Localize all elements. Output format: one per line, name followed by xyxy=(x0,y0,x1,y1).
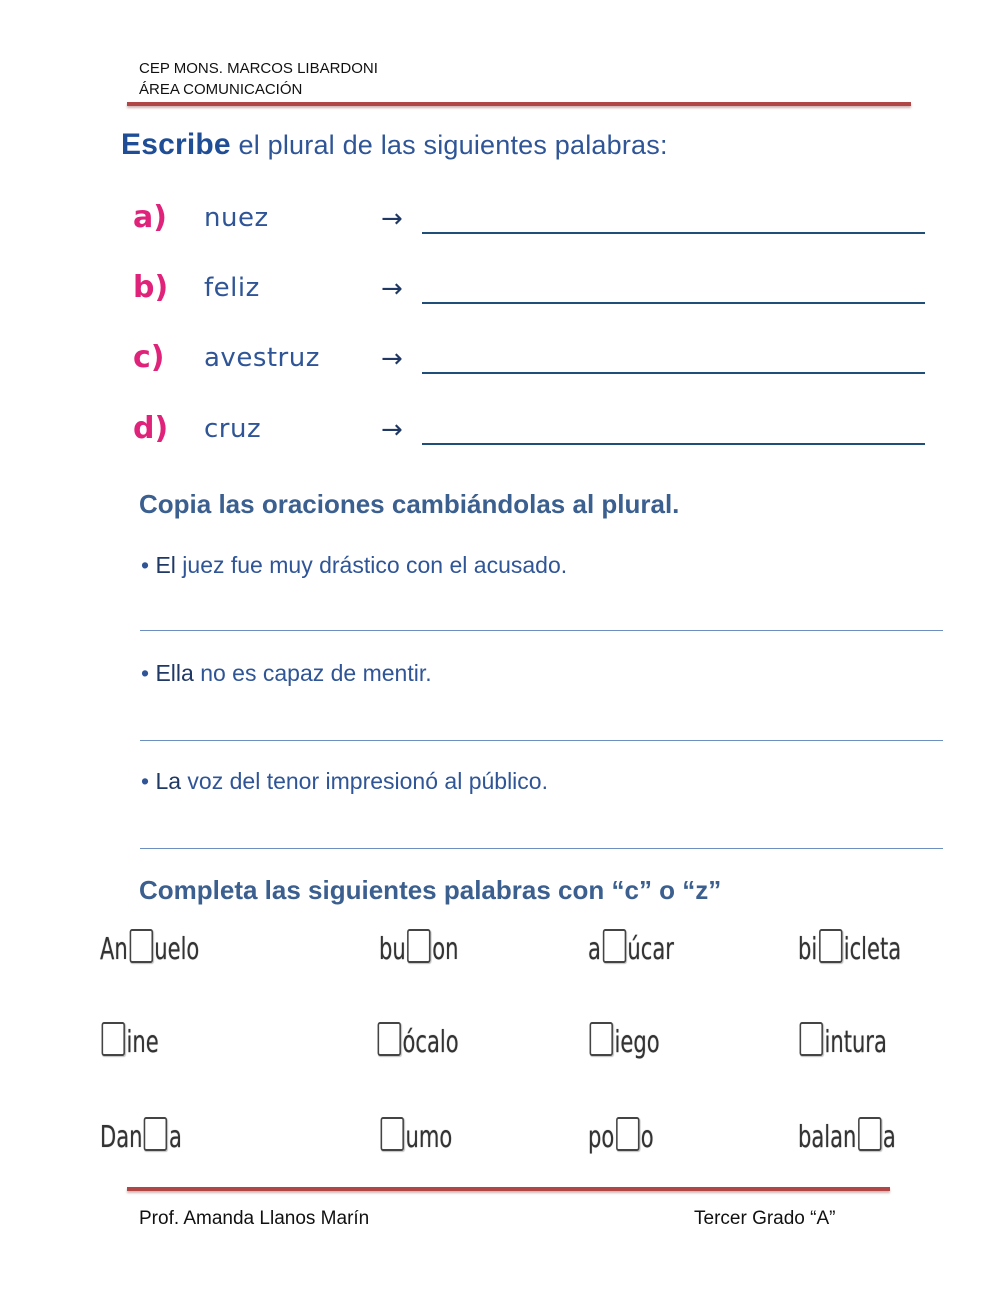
sentence-1 xyxy=(141,552,567,579)
sentence-start: La xyxy=(155,768,182,794)
arrow-icon: → xyxy=(381,274,403,304)
word-prefix: bu xyxy=(379,932,406,967)
word-fill-11 xyxy=(588,1117,654,1155)
word-suffix: úcar xyxy=(627,932,674,967)
sentence-rest: voz del tenor impresionó al público. xyxy=(181,768,548,794)
sentence-2 xyxy=(141,660,432,687)
plural-item-c xyxy=(0,340,1000,400)
word-fill-12 xyxy=(798,1117,896,1155)
word-suffix: on xyxy=(432,932,459,967)
item-letter: a) xyxy=(133,200,167,235)
section3-title: Completa las siguientes palabras con “c” o “z” xyxy=(139,875,722,905)
section1-title xyxy=(121,128,668,162)
word-fill-4 xyxy=(798,929,901,967)
item-word: nuez xyxy=(204,203,269,233)
word-fill-1 xyxy=(100,929,199,967)
word-suffix: ine xyxy=(126,1025,159,1060)
arrow-icon: → xyxy=(381,415,403,445)
word-suffix: o xyxy=(640,1120,654,1155)
letter-box[interactable] xyxy=(602,929,625,963)
word-fill-3 xyxy=(588,929,674,967)
word-suffix: a xyxy=(168,1120,182,1155)
plural-item-a xyxy=(0,200,1000,260)
copy-line-3[interactable] xyxy=(140,848,943,849)
word-fill-7 xyxy=(588,1022,660,1060)
footer-rule xyxy=(127,1187,890,1191)
section1-title-bold: Escribe xyxy=(121,128,231,161)
sentence-rest: no es capaz de mentir. xyxy=(193,660,432,686)
letter-box[interactable] xyxy=(102,1022,125,1056)
answer-line[interactable] xyxy=(422,443,925,445)
word-prefix: po xyxy=(588,1120,615,1155)
sentence-start: El xyxy=(155,552,176,578)
word-suffix: icleta xyxy=(843,932,902,967)
word-prefix: a xyxy=(588,932,601,967)
arrow-icon: → xyxy=(381,344,403,374)
copy-line-1[interactable] xyxy=(140,630,943,631)
bullet-icon: • xyxy=(141,552,150,578)
letter-box[interactable] xyxy=(129,929,152,963)
word-prefix: bi xyxy=(798,932,818,967)
word-suffix: a xyxy=(882,1120,896,1155)
answer-line[interactable] xyxy=(422,302,925,304)
copy-line-2[interactable] xyxy=(140,740,943,741)
letter-box[interactable] xyxy=(381,1117,404,1151)
word-fill-5 xyxy=(100,1022,159,1060)
school-name: CEP MONS. MARCOS LIBARDONI xyxy=(139,60,378,77)
area-name: ÁREA COMUNICACIÓN xyxy=(139,81,303,98)
word-fill-8 xyxy=(798,1022,887,1060)
header-rule xyxy=(127,102,911,106)
sentence-3 xyxy=(141,768,548,795)
word-prefix: balan xyxy=(798,1120,857,1155)
letter-box[interactable] xyxy=(858,1117,881,1151)
letter-box[interactable] xyxy=(590,1022,613,1056)
bullet-icon: • xyxy=(141,768,150,794)
answer-line[interactable] xyxy=(422,372,925,374)
letter-box[interactable] xyxy=(616,1117,639,1151)
sentence-rest: juez fue muy drástico con el acusado. xyxy=(175,552,568,578)
word-suffix: umo xyxy=(405,1120,453,1155)
word-suffix: uelo xyxy=(154,932,200,967)
letter-box[interactable] xyxy=(378,1022,401,1056)
word-fill-2 xyxy=(379,929,458,967)
word-prefix: Dan xyxy=(100,1120,143,1155)
word-suffix: iego xyxy=(614,1025,660,1060)
word-fill-10 xyxy=(379,1117,452,1155)
plural-item-b xyxy=(0,270,1000,330)
item-letter: d) xyxy=(133,411,169,446)
letter-box[interactable] xyxy=(819,929,842,963)
item-word: feliz xyxy=(204,273,260,303)
word-fill-9 xyxy=(100,1117,182,1155)
plural-item-d xyxy=(0,411,1000,471)
section2-title: Copia las oraciones cambiándolas al plural. xyxy=(139,489,680,519)
grade-label: Tercer Grado “A” xyxy=(694,1208,836,1229)
arrow-icon: → xyxy=(381,204,403,234)
sentence-start: Ella xyxy=(155,660,194,686)
word-prefix: An xyxy=(100,932,128,967)
bullet-icon: • xyxy=(141,660,150,686)
item-letter: b) xyxy=(133,270,169,305)
word-fill-6 xyxy=(376,1022,459,1060)
answer-line[interactable] xyxy=(422,232,925,234)
letter-box[interactable] xyxy=(800,1022,823,1056)
word-suffix: ócalo xyxy=(402,1025,459,1060)
teacher-name: Prof. Amanda Llanos Marín xyxy=(139,1208,370,1229)
item-word: cruz xyxy=(204,414,262,444)
letter-box[interactable] xyxy=(144,1117,167,1151)
item-letter: c) xyxy=(133,340,165,375)
letter-box[interactable] xyxy=(407,929,430,963)
word-suffix: intura xyxy=(824,1025,887,1060)
section1-title-rest: el plural de las siguientes palabras: xyxy=(230,130,668,160)
item-word: avestruz xyxy=(204,343,320,373)
